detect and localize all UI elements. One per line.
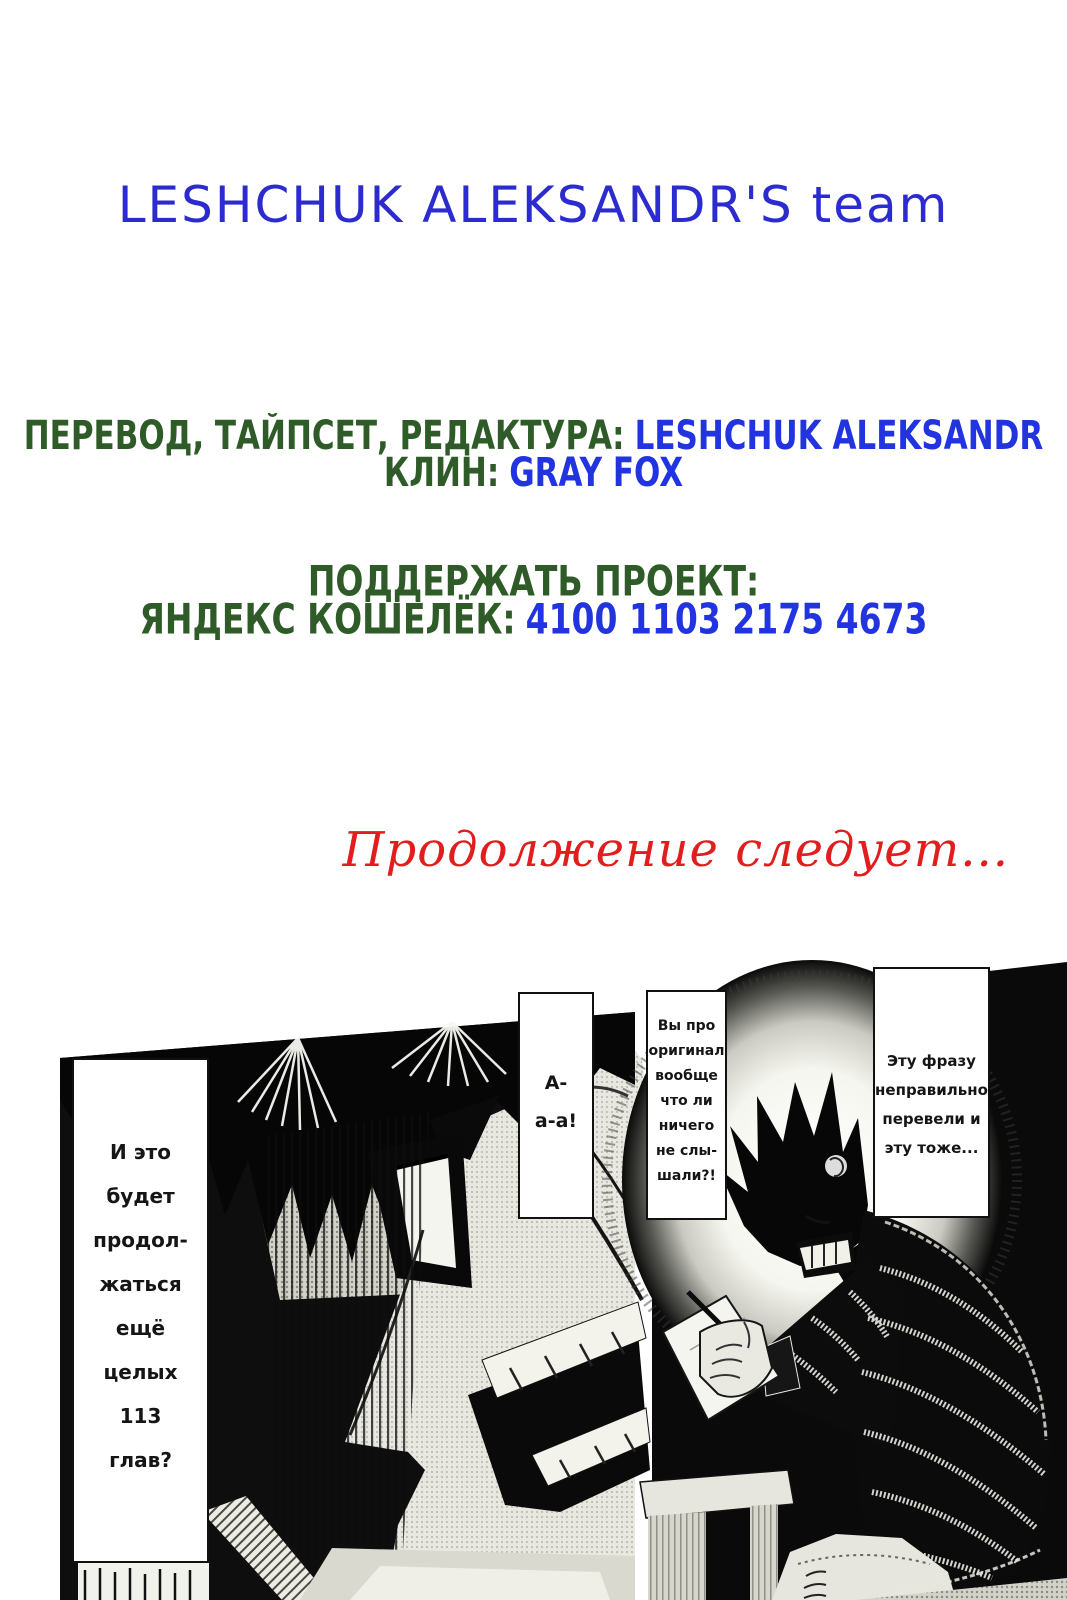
bubble-line: не слы- — [655, 1143, 718, 1159]
bubble-line: И это — [110, 1140, 171, 1164]
bubble-line: ещё — [115, 1316, 166, 1340]
bubble-line: глав? — [109, 1448, 172, 1472]
speech-bubble-113-chapters — [72, 1058, 209, 1563]
bubble-line: продол- — [93, 1228, 188, 1252]
credits-roles-value: LESHCHUK ALEKSANDR — [634, 413, 1044, 460]
bubble-line: Эту фразу — [887, 1052, 976, 1070]
bubble-line: шали?! — [657, 1168, 716, 1184]
bubble-line: эту тоже... — [884, 1139, 979, 1157]
team-title: LESHCHUK ALEKSANDR'S team — [117, 176, 950, 234]
wallet-label: ЯНДЕКС КОШЕЛЁК: — [139, 594, 516, 644]
bubble-line: вообще — [655, 1068, 718, 1084]
speech-bubble-mistranslated — [873, 967, 990, 1218]
wallet-number: 4100 1103 2175 4673 — [525, 594, 928, 644]
credits-clean-label: КЛИН: — [383, 450, 500, 497]
bubble-line: неправильно — [875, 1081, 988, 1099]
bubble-line: будет — [106, 1184, 175, 1208]
bubble-line: целых — [103, 1360, 178, 1384]
bubble-line: 113 — [119, 1404, 162, 1428]
credits-roles-label: ПЕРЕВОД, ТАЙПСЕТ, РЕДАКТУРА: — [23, 413, 625, 460]
speech-bubble-original — [646, 990, 727, 1220]
bubble-line: что ли — [660, 1093, 713, 1109]
to-be-continued-text: Продолжение следует... — [342, 822, 1009, 878]
bubble-line: ничего — [658, 1118, 715, 1134]
support-heading: ПОДДЕРЖАТЬ ПРОЕКТ: — [307, 556, 760, 606]
bubble-line: а-а! — [534, 1110, 578, 1132]
credits-clean-value: GRAY FOX — [509, 450, 684, 497]
bubble-line: Вы про — [657, 1018, 716, 1034]
bubble-line: А- — [544, 1072, 568, 1094]
bubble-line: оригинал — [648, 1043, 725, 1059]
bubble-line: перевели и — [882, 1110, 981, 1128]
speech-bubble-scream — [518, 992, 594, 1219]
bubble-line: жаться — [99, 1272, 182, 1296]
